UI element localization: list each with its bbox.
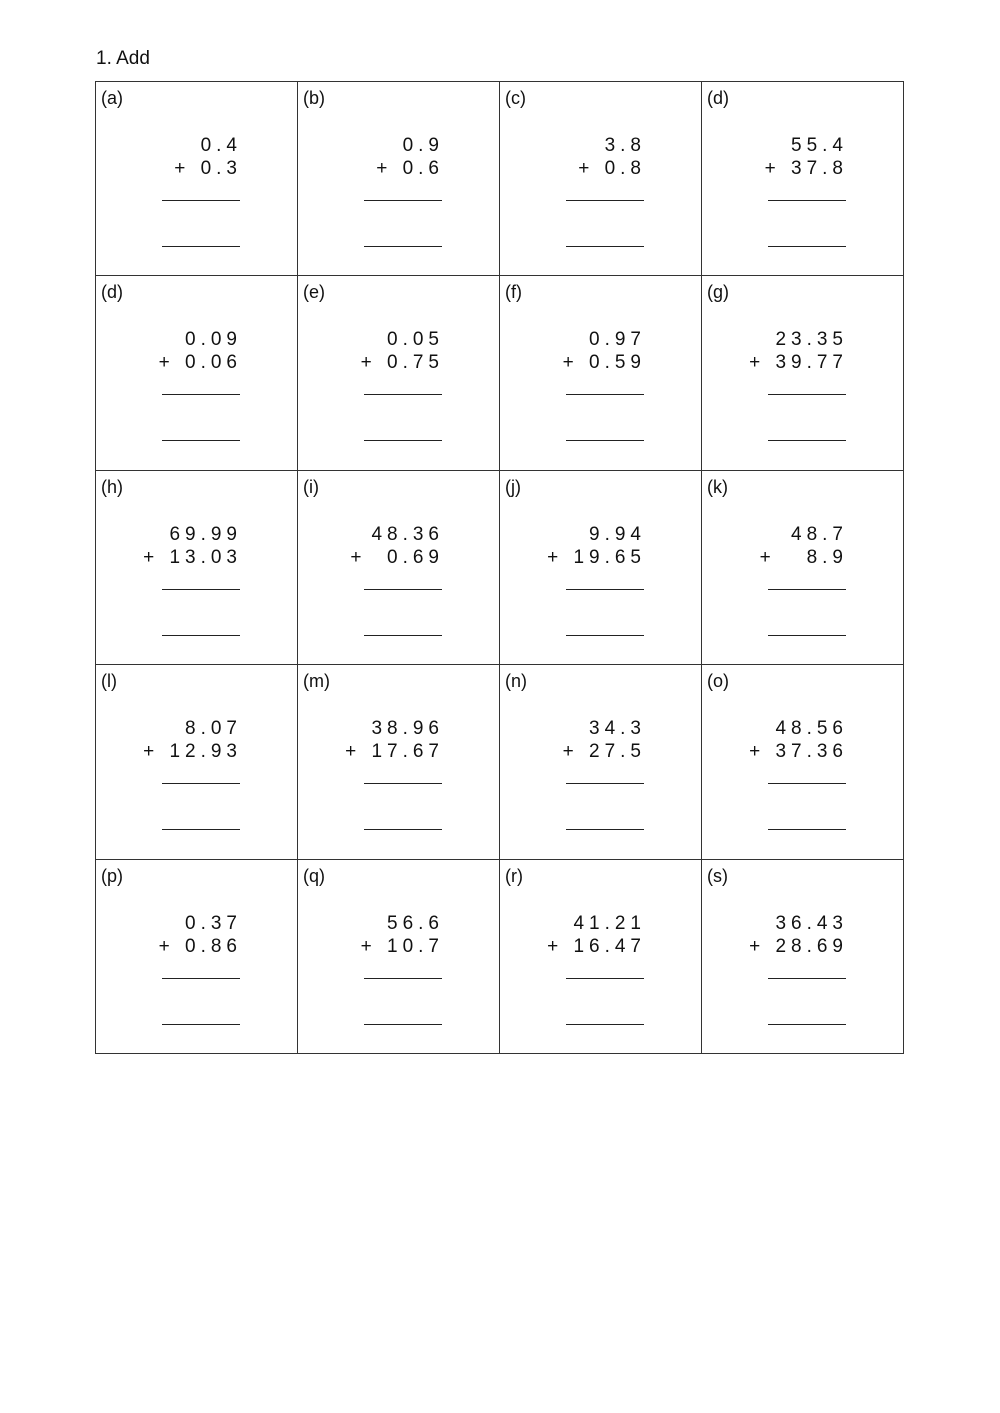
addend-bottom: + 19.65 (547, 546, 646, 568)
problem-cell (96, 82, 298, 276)
answer-blank[interactable] (364, 1024, 442, 1025)
addend-bottom: + 0.06 (158, 352, 242, 374)
addend-top: 34.3 (589, 718, 646, 740)
problem-label: (h) (101, 476, 123, 497)
addend-top: 36.43 (775, 912, 848, 934)
addition-problem (143, 523, 242, 569)
addend-bottom: + 10.7 (360, 935, 444, 957)
addend-bottom: + 28.69 (749, 935, 848, 957)
sum-rule-line (364, 394, 442, 395)
addend-bottom: + 0.69 (350, 546, 444, 568)
problem-label: (s) (707, 865, 728, 886)
addend-bottom: + 17.67 (345, 741, 444, 763)
addend-bottom: + 0.86 (158, 935, 242, 957)
addend-top: 55.4 (791, 135, 848, 156)
sum-rule-line (768, 978, 846, 979)
answer-blank[interactable] (364, 829, 442, 830)
addition-problem (159, 328, 242, 374)
sum-rule-line (162, 783, 240, 784)
addition-problem (547, 523, 646, 569)
problem-cell (298, 82, 500, 276)
addend-top: 0.05 (387, 329, 444, 351)
addend-top: 48.7 (791, 523, 848, 545)
sum-rule-line (566, 394, 644, 395)
addition-problem (350, 523, 444, 569)
addend-top: 0.4 (200, 135, 242, 156)
sum-rule-line (162, 394, 240, 395)
addition-problem (563, 328, 646, 374)
addition-problem (174, 134, 242, 180)
addend-bottom: + 0.59 (562, 352, 646, 374)
addition-problem (345, 717, 444, 763)
addend-top: 41.21 (573, 912, 646, 934)
problem-cell (298, 276, 500, 470)
addend-top: 8.07 (185, 718, 242, 740)
problem-label: (e) (303, 282, 325, 303)
addend-top: 0.37 (185, 912, 242, 934)
answer-blank[interactable] (162, 829, 240, 830)
addend-top: 48.56 (775, 718, 848, 740)
problem-label: (r) (505, 865, 523, 886)
addend-top: 0.09 (185, 329, 242, 351)
problem-label: (q) (303, 865, 325, 886)
answer-blank[interactable] (566, 440, 644, 441)
problem-label: (n) (505, 671, 527, 692)
answer-blank[interactable] (768, 829, 846, 830)
sum-rule-line (566, 589, 644, 590)
addend-bottom: + 16.47 (547, 935, 646, 957)
problem-label: (l) (101, 671, 117, 692)
sum-rule-line (566, 978, 644, 979)
problem-cell (500, 665, 702, 859)
problem-cell (702, 276, 904, 470)
addition-problem (143, 717, 242, 763)
addend-bottom: + 27.5 (562, 741, 646, 763)
answer-blank[interactable] (566, 829, 644, 830)
addition-problem (361, 328, 444, 374)
problem-cell (298, 665, 500, 859)
problem-cell (96, 276, 298, 470)
problem-label: (o) (707, 671, 729, 692)
problem-cell (702, 82, 904, 276)
answer-blank[interactable] (768, 1024, 846, 1025)
answer-blank[interactable] (566, 1024, 644, 1025)
addition-problem (578, 134, 646, 180)
problem-label: (f) (505, 282, 522, 303)
addend-bottom: + 12.93 (143, 741, 242, 763)
answer-blank[interactable] (162, 1024, 240, 1025)
addend-top: 9.94 (589, 523, 646, 545)
addend-top: 0.97 (589, 329, 646, 351)
addend-bottom: + 0.6 (376, 158, 444, 179)
problem-label: (a) (101, 88, 123, 108)
sum-rule-line (364, 589, 442, 590)
sum-rule-line (162, 589, 240, 590)
sum-rule-line (162, 200, 240, 201)
addend-top: 23.35 (775, 329, 848, 351)
problem-label: (g) (707, 282, 729, 303)
addend-top: 69.99 (169, 523, 242, 545)
addend-bottom: + 13.03 (143, 546, 242, 568)
addend-bottom: + 0.3 (174, 158, 242, 179)
problem-label: (m) (303, 671, 330, 692)
addend-bottom: + 0.75 (360, 352, 444, 374)
problem-cell (500, 860, 702, 1054)
addition-problem (760, 523, 848, 569)
answer-blank[interactable] (566, 246, 644, 247)
sum-rule-line (768, 200, 846, 201)
addition-problem (749, 912, 848, 958)
answer-blank[interactable] (364, 440, 442, 441)
problem-label: (d) (707, 88, 729, 108)
addition-problem (159, 912, 242, 958)
addend-bottom: + 0.8 (578, 158, 646, 179)
page-title: 1. Add (96, 48, 150, 69)
addition-problem (376, 134, 444, 180)
addition-problem (749, 717, 848, 763)
answer-blank[interactable] (162, 635, 240, 636)
answer-blank[interactable] (162, 246, 240, 247)
addend-bottom: + 37.36 (749, 741, 848, 763)
sum-rule-line (364, 200, 442, 201)
problem-cell (96, 860, 298, 1054)
problem-cell (702, 471, 904, 665)
problem-cell (298, 860, 500, 1054)
problem-cell (500, 276, 702, 470)
problem-cell (298, 471, 500, 665)
answer-blank[interactable] (162, 440, 240, 441)
problem-label: (k) (707, 476, 728, 497)
addend-bottom: + 37.8 (764, 158, 848, 179)
problem-label: (b) (303, 88, 325, 108)
problem-label: (j) (505, 476, 521, 497)
problem-cell (96, 665, 298, 859)
sum-rule-line (768, 394, 846, 395)
problem-cell (500, 82, 702, 276)
addend-top: 0.9 (402, 135, 444, 156)
problem-cell (500, 471, 702, 665)
sum-rule-line (566, 200, 644, 201)
answer-blank[interactable] (364, 246, 442, 247)
addition-problem (765, 134, 848, 180)
problem-label: (d) (101, 282, 123, 303)
sum-rule-line (768, 589, 846, 590)
problem-cell (96, 471, 298, 665)
addend-top: 48.36 (371, 523, 444, 545)
sum-rule-line (768, 783, 846, 784)
problem-grid (95, 81, 904, 1054)
answer-blank[interactable] (566, 635, 644, 636)
addition-problem (563, 717, 646, 763)
problem-label: (i) (303, 476, 319, 497)
problem-label: (c) (505, 88, 526, 108)
answer-blank[interactable] (768, 246, 846, 247)
problem-label: (p) (101, 865, 123, 886)
answer-blank[interactable] (768, 635, 846, 636)
addition-problem (547, 912, 646, 958)
sum-rule-line (364, 978, 442, 979)
problem-cell (702, 665, 904, 859)
addition-problem (361, 912, 444, 958)
answer-blank[interactable] (364, 635, 442, 636)
addend-top: 3.8 (604, 135, 646, 156)
answer-blank[interactable] (768, 440, 846, 441)
addend-top: 38.96 (371, 718, 444, 740)
sum-rule-line (566, 783, 644, 784)
sum-rule-line (162, 978, 240, 979)
addition-problem (749, 328, 848, 374)
addend-bottom: + 8.9 (759, 546, 848, 568)
addend-bottom: + 39.77 (749, 352, 848, 374)
addend-top: 56.6 (387, 912, 444, 934)
sum-rule-line (364, 783, 442, 784)
problem-cell (702, 860, 904, 1054)
